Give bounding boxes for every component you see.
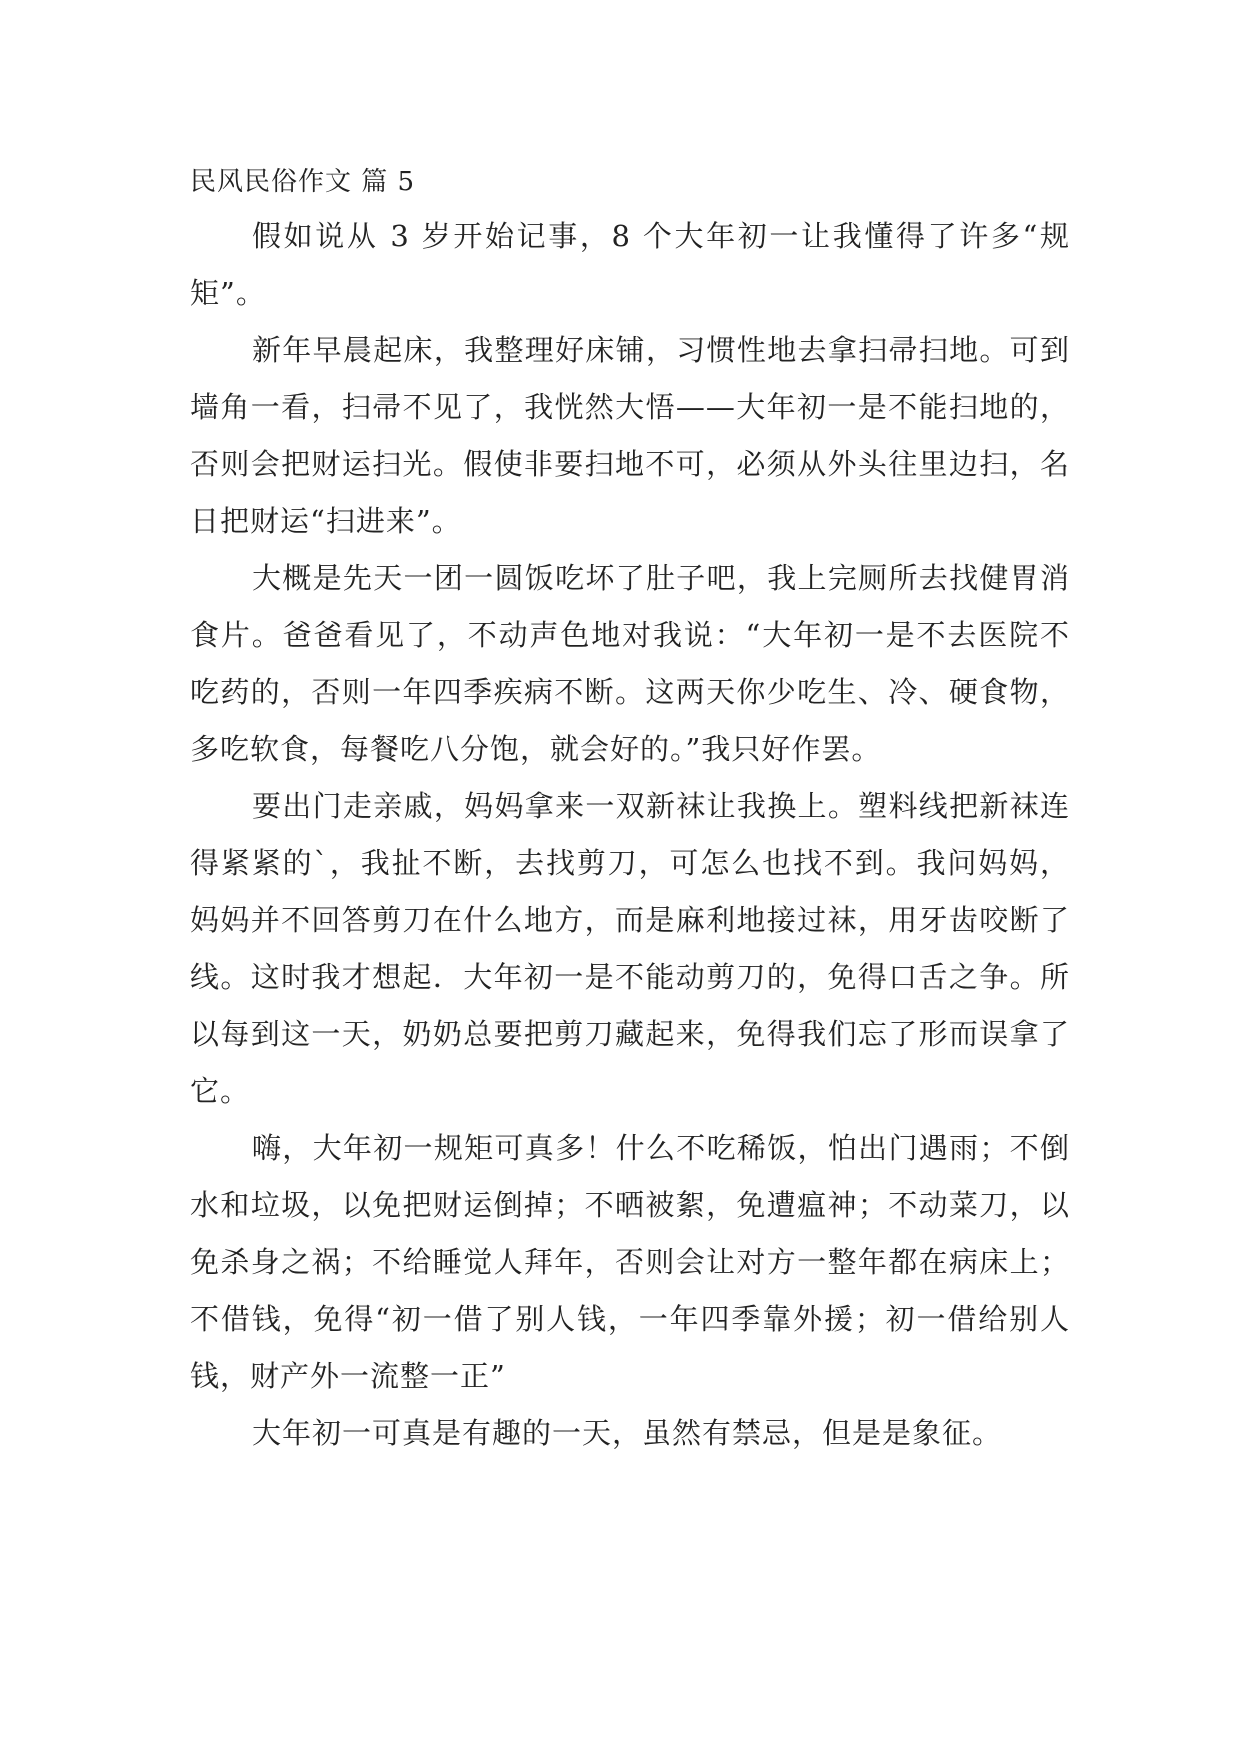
document-title: 民风民俗作文 篇 5 <box>190 167 416 197</box>
paragraph: 要出门走亲戚，妈妈拿来一双新袜让我换上。塑料线把新袜连得紧紧的`，我扯不断，去找剪刀，可怎么也找不到。我问妈妈，妈妈并不回答剪刀在什么地方，而是麻利地接过袜，用牙齿咬断了线。这时我才想起．大年初一是不能动剪刀的，免得口舌之争。所以每到这一天，奶奶总要把剪刀藏起来，免得我们忘了形而误拿了它。 <box>190 789 1070 1108</box>
paragraph: 大概是先天一团一圆饭吃坏了肚子吧，我上完厕所去找健胃消食片。爸爸看见了，不动声色地对我说：“大年初一是不去医院不吃药的，否则一年四季疾病不断。这两天你少吃生、冷、硬食物，多吃软食，每餐吃八分饱，就会好的。”我只好作罢。 <box>190 561 1070 766</box>
paragraph: 嗨，大年初一规矩可真多！什么不吃稀饭，怕出门遇雨；不倒水和垃圾，以免把财运倒掉；不晒被絮，免遭瘟神；不动菜刀，以免杀身之祸；不给睡觉人拜年，否则会让对方一整年都在病床上；不借钱，免得“初一借了别人钱，一年四季靠外援；初一借给别人钱，财产外一流整一正” <box>190 1131 1070 1393</box>
paragraph: 大年初一可真是有趣的一天，虽然有禁忌，但是是象征。 <box>252 1416 1003 1450</box>
paragraph: 假如说从 3 岁开始记事，8 个大年初一让我懂得了许多“规矩”。 <box>190 219 1070 310</box>
paragraph: 新年早晨起床，我整理好床铺，习惯性地去拿扫帚扫地。可到墙角一看，扫帚不见了，我恍然大悟——大年初一是不能扫地的，否则会把财运扫光。假使非要扫地不可，必须从外头往里边扫，名日把财运“扫进来”。 <box>190 333 1070 538</box>
document-page <box>190 150 1070 1462</box>
